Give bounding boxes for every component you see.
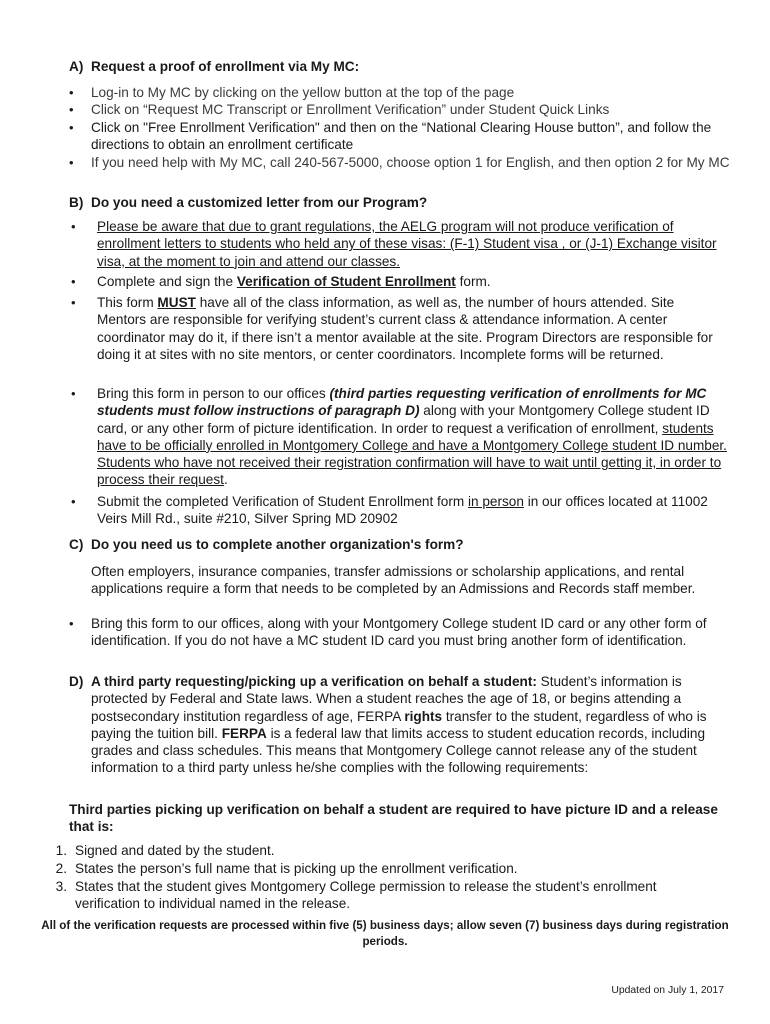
bullet-icon: •: [69, 120, 74, 135]
item-number: 1.: [55, 843, 67, 858]
section-body: transfer to the student, regardless of who is paying the tuition bill.: [91, 708, 707, 741]
list-item: [69, 154, 731, 171]
section-letter: C): [69, 537, 84, 552]
bullet-icon: •: [71, 386, 76, 401]
section-d-block: [69, 673, 731, 777]
numbered-item: [55, 842, 735, 859]
list-item-text: If you need help with My MC, call 240-567-5000, choose option 1 for English, and then option 2 for My MC: [91, 155, 730, 170]
list-item-text: This form: [97, 295, 158, 310]
list-item: [71, 294, 727, 363]
bullet-icon: •: [69, 102, 74, 117]
bullet-icon: •: [71, 494, 76, 509]
verification-form-link[interactable]: Verification of Student Enrollment: [236, 274, 456, 289]
ferpa-emphasis: FERPA: [221, 725, 267, 741]
numbered-item: [55, 860, 735, 877]
bullet-icon: •: [69, 616, 74, 631]
section-title: Do you need us to complete another organization's form?: [91, 537, 464, 552]
list-item: [71, 493, 727, 528]
list-item: [71, 385, 727, 489]
bullet-icon: •: [71, 219, 76, 234]
bullet-icon: •: [69, 155, 74, 170]
list-item-text: Submit the completed Verification of Student Enrollment form: [97, 494, 468, 509]
visa-notice: Please be aware that due to grant regulations, the AELG program will not produce verification of enrollment letters to students who held any of these visas: (F-1) Student visa , or (J-1) Exchange visitor visa, at the moment to join and attend our classes.: [97, 219, 717, 269]
third-party-note: (third parties requesting verification of enrollments for MC students must follow instructions of paragraph D): [97, 386, 707, 419]
list-item: [71, 218, 727, 270]
list-item: [69, 119, 731, 154]
section-title: Do you need a customized letter from our Program?: [91, 195, 428, 210]
section-letter: A): [69, 59, 84, 74]
bullet-icon: •: [71, 274, 76, 289]
item-text: Signed and dated by the student.: [75, 843, 275, 858]
list-item: [69, 615, 729, 650]
item-number: 3.: [55, 879, 67, 894]
list-item-text: .: [223, 472, 228, 488]
list-item: [69, 101, 731, 118]
in-person-text: in person: [468, 494, 524, 509]
updated-date: Updated on July 1, 2017: [611, 985, 724, 996]
processing-time-note: All of the verification requests are processed within five (5) business days; allow seven (7) business days during registration periods.: [41, 919, 729, 948]
section-c-heading: [69, 536, 464, 553]
bullet-icon: •: [71, 295, 76, 310]
list-item-text: in our offices located at 11002 Veirs Mill Rd., suite #210, Silver Spring MD 20902: [97, 494, 708, 527]
section-b-heading: [69, 194, 427, 211]
section-body: is a federal law that limits access to student education records, including grades and class schedules. This means that Montgomery College cannot release any of the student information to a third party unless he/she complies with the following requirements:: [91, 725, 706, 776]
section-c-paragraph: Often employers, insurance companies, transfer admissions or scholarship applications, and rental applications require a form that needs to be completed by an Admissions and Records staff member.: [91, 564, 696, 597]
section-a-heading: [69, 58, 359, 75]
section-title: A third party requesting/picking up a verification on behalf a student:: [91, 674, 537, 689]
rights-emphasis: rights: [404, 708, 443, 724]
section-body: Student’s information is protected by Federal and State laws. When a student reaches the age of 18, or begins attending a postsecondary institution regardless of age, FERPA: [91, 674, 682, 724]
list-item: [71, 273, 727, 290]
must-emphasis: MUST: [157, 295, 196, 310]
list-item: [69, 84, 731, 101]
item-number: 2.: [55, 861, 67, 876]
bullet-icon: •: [69, 85, 74, 100]
item-text: States the person’s full name that is picking up the enrollment verification.: [75, 861, 518, 876]
section-letter: B): [69, 195, 84, 210]
numbered-item: [55, 878, 725, 913]
section-letter: D): [69, 674, 84, 689]
list-item-text: Log-in to My MC by clicking on the yellow button at the top of the page: [91, 85, 515, 100]
third-parties-heading: Third parties picking up verification on behalf a student are required to have picture ID and a release that is:: [69, 802, 718, 835]
list-item-text: form.: [455, 274, 491, 289]
item-text: States that the student gives Montgomery College permission to release the student’s enrollment verification to individual named in the release.: [75, 879, 657, 912]
list-item-text: Bring this form in person to our offices: [97, 386, 330, 401]
list-item-text: Click on “Request MC Transcript or Enrollment Verification” under Student Quick Links: [91, 102, 610, 117]
list-item-text: Click on "Free Enrollment Verification" and then on the “National Clearing House button”, and follow the directions to obtain an enrollment certificate: [91, 120, 712, 153]
list-item-text: Complete and sign the: [97, 274, 237, 289]
section-title: Request a proof of enrollment via My MC:: [91, 59, 360, 74]
list-item-text: along with your Montgomery College student ID card, or any other form of picture identification. In order to request a verification of enrollment,: [97, 403, 710, 436]
enrollment-requirement: students have to be officially enrolled in Montgomery College and have a Montgomery College student ID number. Students who have not received their registration confirmation will have to wait until getting it, in order to process their request: [97, 420, 727, 488]
list-item-text: Bring this form to our offices, along with your Montgomery College student ID card or any other form of identification. If you do not have a MC student ID card you must bring another form of identification.: [91, 616, 707, 649]
list-item-text: have all of the class information, as well as, the number of hours attended. Site Mentors are responsible for verifying student’s current class & attendance information. A center coordinator may do it, if there isn’t a mentor available at the site. Program Directors are responsible for doing it at sites with no site mentors, or center coordinators. Incomplete forms will be returned.: [97, 295, 713, 362]
